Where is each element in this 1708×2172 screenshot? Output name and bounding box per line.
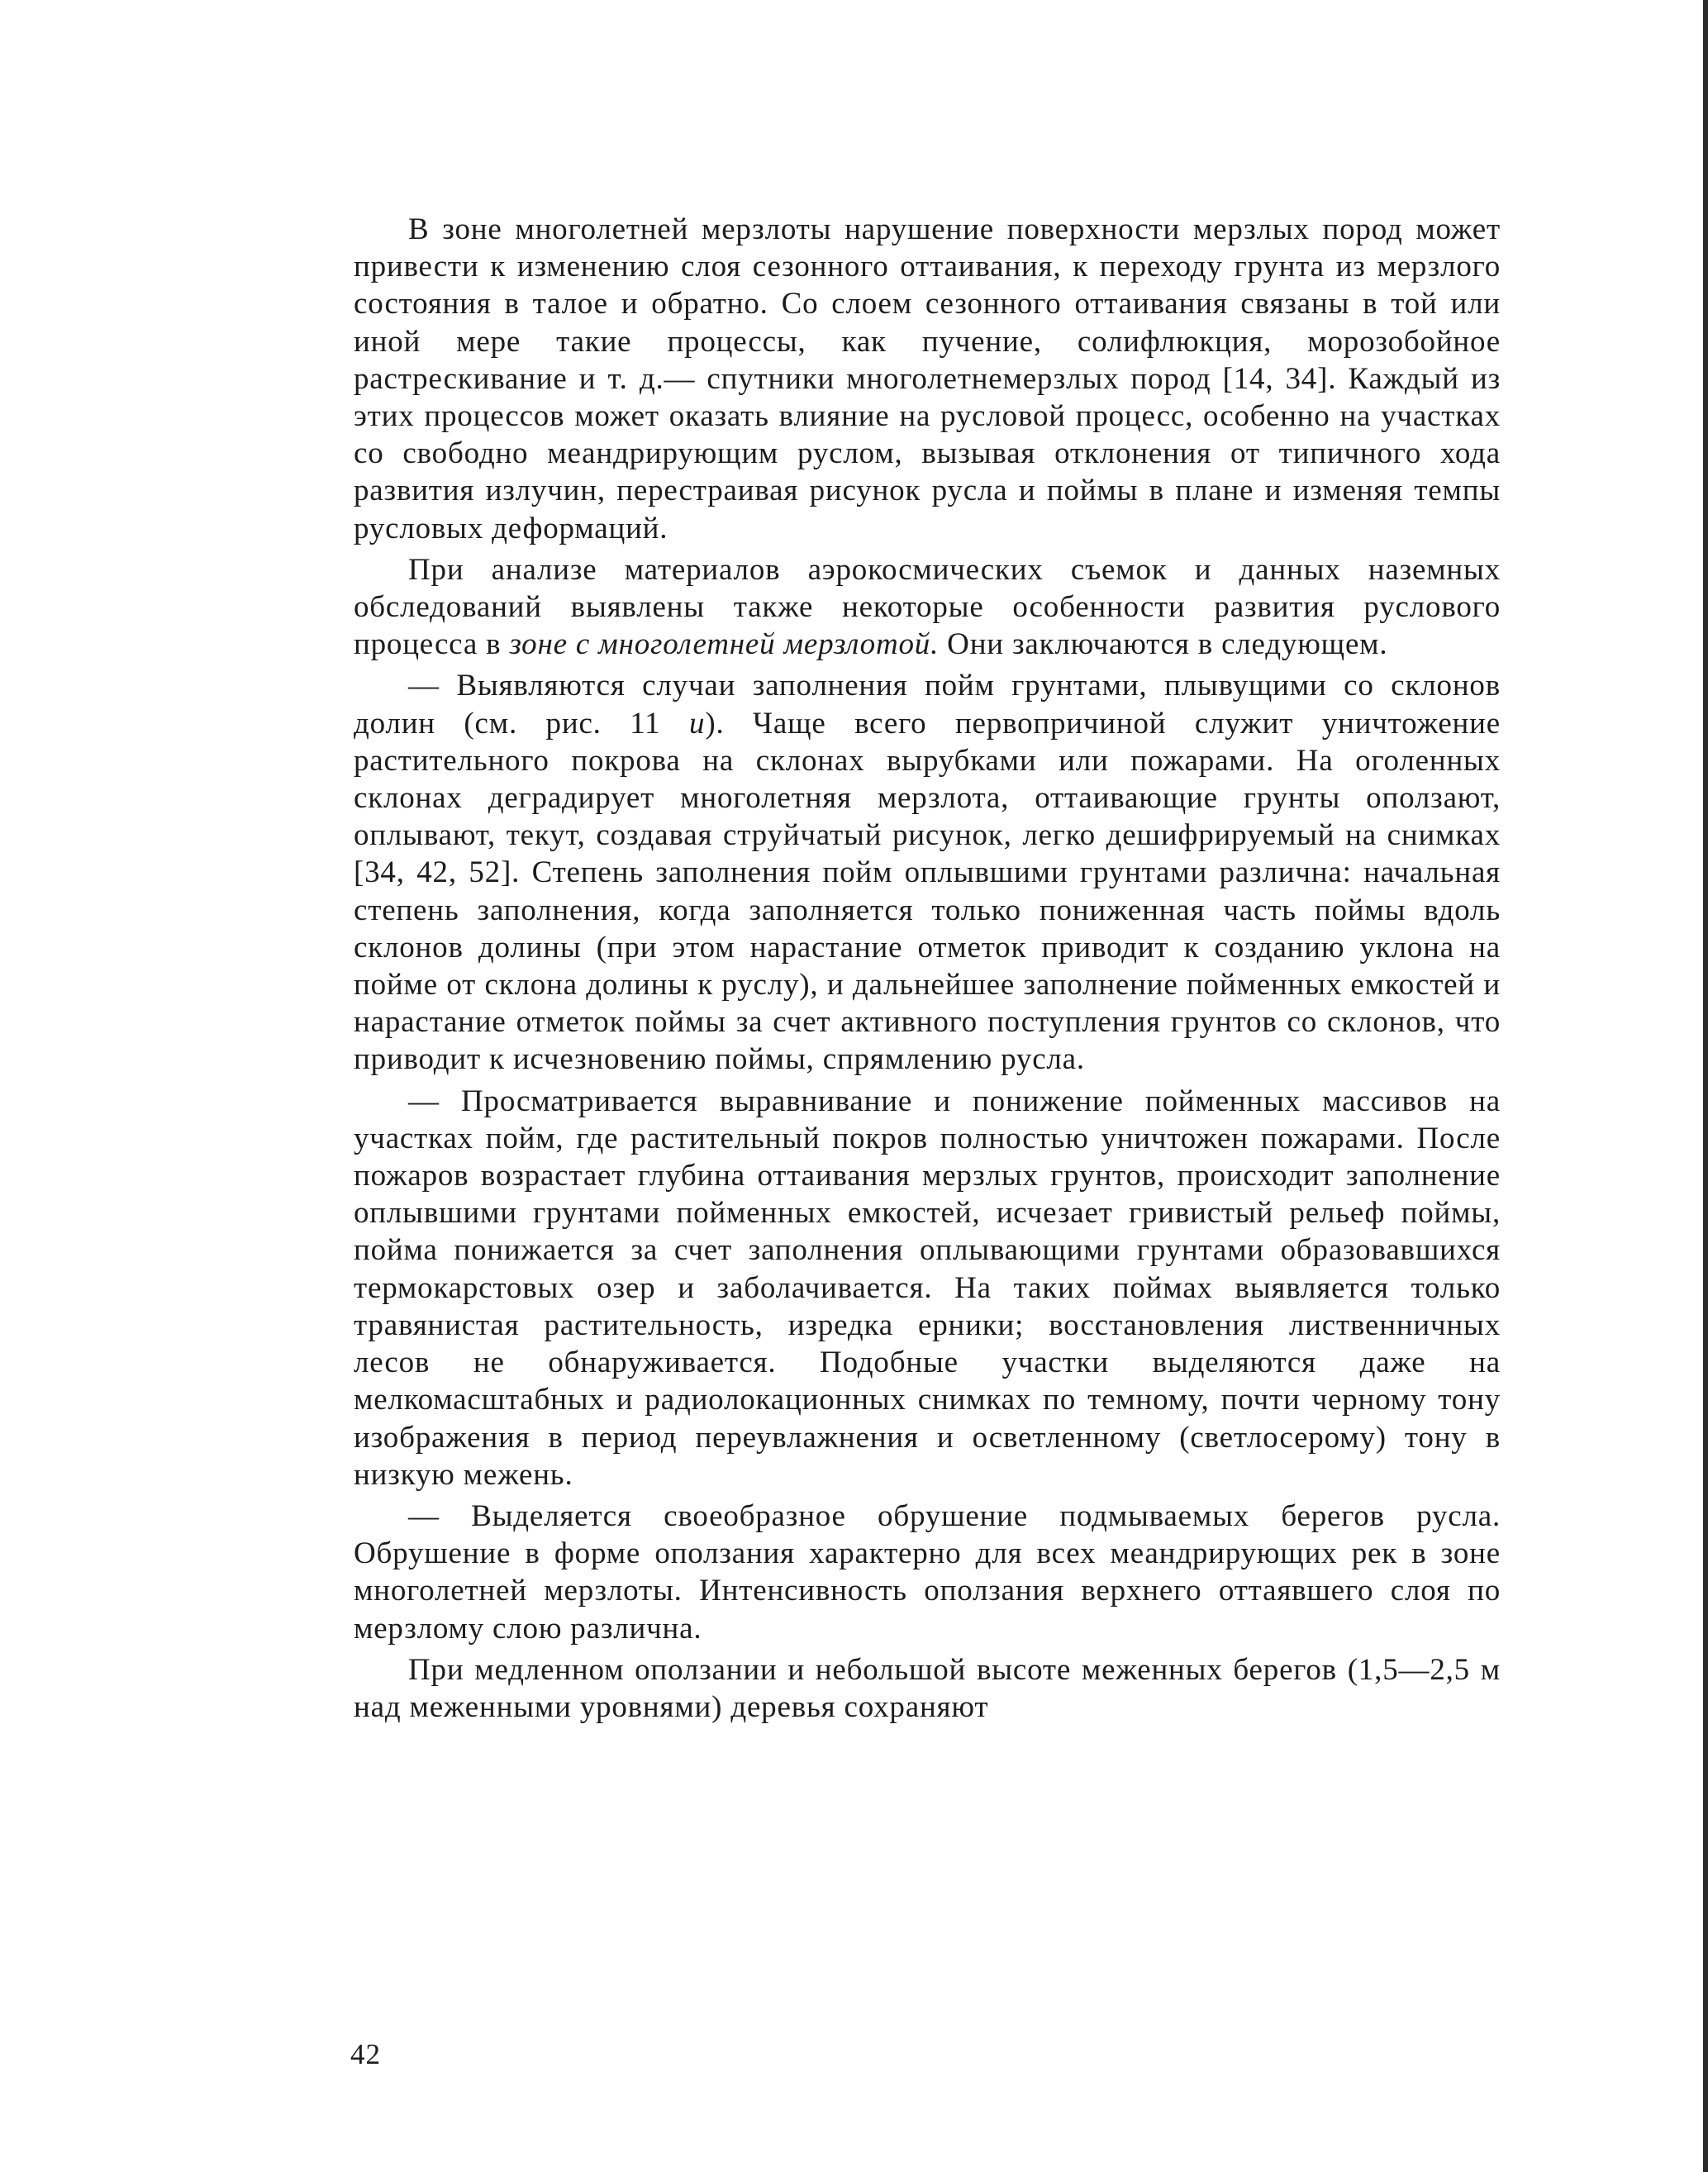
page-edge-border [1703,0,1708,2172]
paragraph-permafrost-intro: В зоне многолетней мерзлоты нарушение поверхности мерзлых пород может привести к изменению слоя сезонного оттаивания, к переходу грунта из мерзлого состояния в талое и обратно. Со слоем сезонного оттаивания связаны в той или иной мере такие процессы, как пучение, солифлюкция, морозобойное растрескивание и т. д.— спутники многолетнемерзлых пород [14, 34]. Каждый из этих процессов может оказать влияние на русловой процесс, особенно на участках со свободно меандрирующим руслом, вызывая отклонения от типичного хода развития излучин, перестраивая рисунок русла и поймы в плане и изменяя темпы русловых деформаций. [354,212,1501,545]
italic-figure-ref: и [689,706,706,741]
italic-emphasis: зоне с многолетней мерзлотой. [509,627,940,662]
body-text [354,211,1501,1726]
paragraph-bank-collapse: — Выделяется своеобразное обрушение подмываемых берегов русла. Обрушение в форме оползания характерно для всех меандрирующих рек в зоне многолетней мерзлоты. Интенсивность оползания верхнего оттаявшего слоя по мерзлому слою различна. [354,1498,1501,1646]
paragraph-text: — Выявляются случаи заполнения пойм грунтами, плывущими со склонов долин (см. рис. 11 [354,669,1501,741]
paragraph-text: Они заключаются в следующем. [939,627,1388,662]
paragraph-text: ). Чаще всего первопричиной служит уничтожение растительного покрова на склонах вырубками или пожарами. На оголенных склонах деградирует многолетняя мерзлота, оттаивающие грунты оползают, оплывают, текут, создавая струйчатый рисунок, легко дешифрируемый на снимках [34, 42, 52]. Степень заполнения пойм оплывшими грунтами различна: начальная степень заполнения, когда заполняется только пониженная часть поймы вдоль склонов долины (при этом нарастание отметок приводит к созданию уклона на пойме от склона долины к руслу), и дальнейшее заполнение пойменных емкостей и нарастание отметок поймы за счет активного поступления грунтов со склонов, что приводит к исчезновению поймы, спрямлению русла. [354,706,1501,1077]
paragraph-fire-leveling: — Просматривается выравнивание и понижение пойменных массивов на участках пойм, где растительный покров полностью уничтожен пожарами. После пожаров возрастает глубина оттаивания мерзлых грунтов, происходит заполнение оплывшими грунтами пойменных емкостей, исчезает гривистый рельеф поймы, пойма понижается за счет заполнения оплывающими грунтами образовавшихся термокарстовых озер и заболачивается. На таких поймах выявляется только травянистая растительность, изредка ерники; восстановления лиственничных лесов не обнаруживается. Подобные участки выделяются даже на мелкомасштабных и радиолокационных снимках по темному, почти черному тону изображения в период переувлажнения и осветленному (светлосерому) тону в низкую межень. [354,1084,1501,1492]
paragraph-text: При анализе материалов аэрокосмических съемок и данных наземных обследований выявлены также некоторые особенности развития руслового процесса в [354,552,1501,662]
paragraph-analysis [354,551,1501,664]
paragraph-floodplain-filling [354,667,1501,1078]
page-number: 42 [350,2038,381,2070]
paragraph-slow-sliding: При медленном оползании и небольшой высоте меженных берегов (1,5—2,5 м над меженными уровнями) деревья сохраняют [354,1652,1501,1724]
